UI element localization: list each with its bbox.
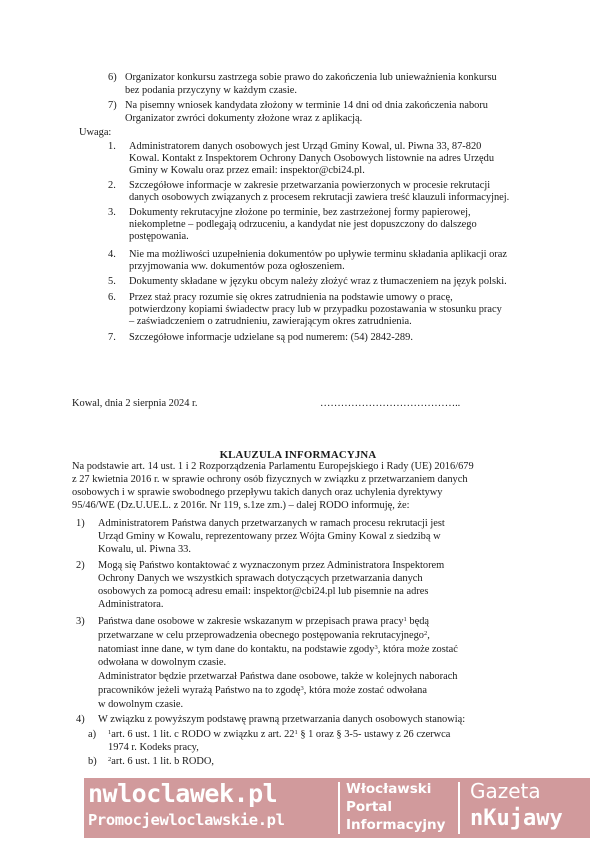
list-item-text: postępowania.: [129, 231, 189, 242]
list-item-text: Dokumenty składane w języku obcym należy złożyć wraz z tłumaczeniem na język polski.: [129, 276, 507, 287]
portal-line: Informacyjny: [346, 817, 446, 833]
date-line: Kowal, dnia 2 sierpnia 2024 r.: [72, 398, 198, 409]
list-number: 1): [76, 518, 85, 529]
footnote-mark: 2: [424, 630, 428, 637]
site-name: nwloclawek.pl: [88, 779, 278, 808]
list-item-text: – zaświadczeniem o zatrudnieniu, zawierającym okres zatrudnienia.: [129, 316, 412, 327]
list-item-text: Organizator zwróci dokumenty złożone wraz z aplikacją.: [125, 113, 363, 124]
list-item-text: Państwa dane osobowe w zakresie wskazanym w przepisach prawa pracy$^1$ będą: [98, 616, 430, 627]
list-number: 2): [76, 560, 85, 571]
list-item-text: przetwarzane w celu przeprowadzenia obecnego postępowania rekrutacyjnego$^2$,: [98, 630, 430, 641]
list-item-text: Kowalu, ul. Piwna 33.: [98, 544, 191, 555]
list-item-text: Dokumenty rekrutacyjne złożone po terminie, bez zastrzeżonej formy papierowej,: [129, 207, 471, 218]
list-number: 4.: [108, 249, 116, 260]
list-item-text: w dowolnym czasie.: [98, 699, 184, 710]
list-item-text: Szczegółowe informacje udzielane są pod numerem: (54) 2842-289.: [129, 332, 413, 343]
list-number: 7.: [108, 332, 116, 343]
list-item-text: potwierdzony kopiami świadectw pracy lub w przypadku pozostawania w stosunku pracy: [129, 304, 502, 315]
sublist-text: $^2$art. 6 ust. 1 lit. b RODO,: [108, 756, 214, 767]
footnote-mark: 3: [374, 644, 378, 651]
list-item-text: niekompletne – podlegają odrzuceniu, a kandydat nie jest dopuszczony do dalszego: [129, 219, 477, 230]
list-number: 1.: [108, 141, 116, 152]
portal-line: Włocławski: [346, 781, 432, 797]
list-item-text: danych osobowych związanych z procesem rekrutacji zawiera treść klauzuli informacyjnej.: [129, 192, 510, 203]
footnote-mark: 1: [403, 616, 407, 623]
list-item-text: Szczegółowe informacje w zakresie przetwarzania powierzonych w procesie rekrutacji: [129, 180, 491, 191]
list-number: 2.: [108, 180, 116, 191]
footnote-mark: 2: [108, 756, 112, 763]
list-number: 6.: [108, 292, 116, 303]
list-number: 3): [76, 616, 85, 627]
banner-divider: [458, 782, 460, 834]
list-item-text: Na pisemny wniosek kandydata złożony w terminie 14 dni od dnia zakończenia naboru: [125, 100, 488, 111]
list-item-text: Kowal. Kontakt z Inspektorem Ochrony Danych Osobowych listownie na adres Urzędu: [129, 153, 495, 164]
list-item-text: Nie ma możliwości uzupełnienia dokumentów po upływie terminu składania aplikacji oraz: [129, 249, 507, 260]
list-item-text: Przez staż pracy rozumie się okres zatrudnienia na podstawie umowy o pracę,: [129, 292, 453, 303]
sublist-letter: b): [88, 756, 97, 767]
list-item-text: Organizator konkursu zastrzega sobie prawo do zakończenia lub unieważnienia konkursu: [125, 72, 497, 83]
portal-line: Portal: [346, 799, 393, 815]
list-item-text: Administrator będzie przetwarzał Państwa dane osobowe, także w kolejnych naborach: [98, 671, 458, 682]
intro-line: z 27 kwietnia 2016 r. w sprawie ochrony osób fizycznych w związku z przetwarzaniem danych: [72, 474, 468, 485]
list-item-text: Gminy w Kowalu oraz przez email: inspektor@cbi24.pl.: [129, 165, 365, 176]
sublist-text: $^1$art. 6 ust. 1 lit. c RODO w związku z art. $22^1$ § 1 oraz § 3-5- ustawy z 26 czerwca: [108, 729, 451, 740]
intro-line: 95/46/WE (Dz.U.UE.L. z 2016r. Nr 119, s.1ze zm.) – dalej RODO informuję, że:: [72, 500, 410, 511]
footnote-mark: 1: [294, 729, 298, 736]
intro-line: osobowych i w sprawie swobodnego przepływu takich danych oraz uchylenia dyrektywy: [72, 487, 443, 498]
sublist-letter: a): [88, 729, 97, 740]
footnote-mark: 1: [108, 729, 112, 736]
list-number: 7): [108, 100, 117, 111]
footnote-mark: 3: [300, 685, 304, 692]
intro-line: Na podstawie art. 14 ust. 1 i 2 Rozporządzenia Parlamentu Europejskiego i Rady (UE) 2016/679: [72, 461, 474, 472]
list-item-text: natomiast inne dane, w tym dane do kontaktu, na podstawie zgody$^3$, która może zostać: [98, 644, 458, 655]
list-number: 4): [76, 714, 85, 725]
list-item-text: W związku z powyższym podstawę prawną przetwarzania danych osobowych stanowią:: [98, 714, 466, 725]
gazeta-name: nKujawy: [470, 806, 563, 831]
list-item-text: Urząd Gminy w Kowalu, reprezentowany przez Wójta Gminy Kowal z siedzibą w: [98, 531, 441, 542]
list-item-text: Administratora.: [98, 599, 164, 610]
watermark-banner: [84, 778, 590, 838]
list-item-text: bez podania przyczyny w każdym czasie.: [125, 85, 297, 96]
sublist-text: 1974 r. Kodeks pracy,: [108, 742, 199, 753]
list-number: 3.: [108, 207, 116, 218]
list-item-text: odwołana w dowolnym czasie.: [98, 657, 227, 668]
promo-site-name: Promocjewloclawskie.pl: [88, 811, 285, 829]
list-item-text: pracowników jeżeli wyrażą Państwo na to zgodę$^3$, która może zostać odwołana: [98, 685, 427, 696]
klauzula-title: KLAUZULA INFORMACYJNA: [219, 449, 377, 461]
list-item-text: Mogą się Państwo kontaktować z wyznaczonym przez Administratora Inspektorem: [98, 560, 445, 571]
list-item-text: Ochrony Danych we wszystkich sprawach dotyczących przetwarzania danych: [98, 573, 423, 584]
list-item-text: Administratorem Państwa danych przetwarzanych w ramach procesu rekrutacji jest: [98, 518, 445, 529]
list-number: 5.: [108, 276, 116, 287]
banner-divider: [338, 782, 340, 834]
list-item-text: Administratorem danych osobowych jest Urząd Gminy Kowal, ul. Piwna 33, 87-820: [129, 141, 482, 152]
list-item-text: przyjmowania ww. dokumentów poza ogłoszeniem.: [129, 261, 345, 272]
signature-dots: …………………………………..: [320, 398, 461, 409]
list-item-text: osobowych za pomocą adresu email: inspektor@cbi24.pl lub pisemnie na adres: [98, 586, 429, 597]
uwaga-label: Uwaga:: [79, 127, 112, 138]
list-number: 6): [108, 72, 117, 83]
gazeta-label: Gazeta: [470, 779, 541, 803]
